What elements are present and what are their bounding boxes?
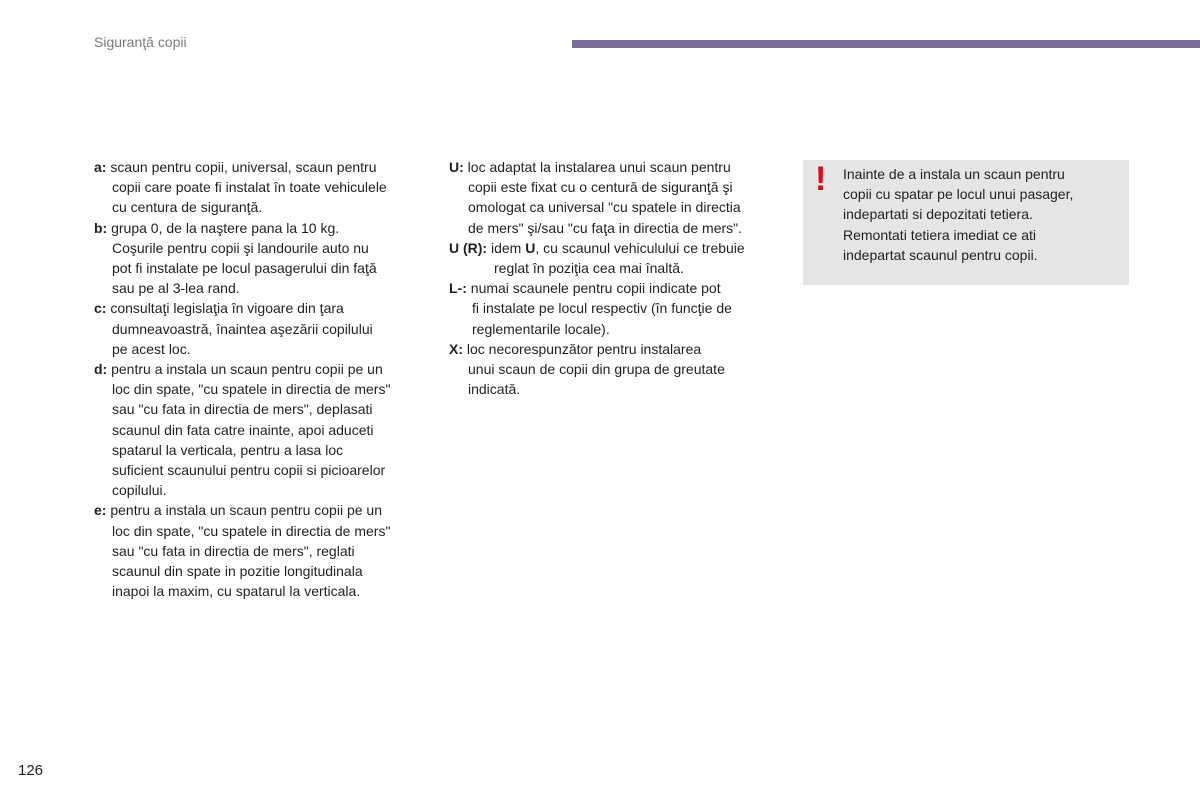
definition-continuation: inapoi la maxim, cu spatarul la verticala. [112,583,361,600]
definition-item [449,238,789,278]
middle-column [449,157,789,399]
definition-first-line [94,359,429,379]
definition-item [449,339,789,400]
definition-first-line [449,339,789,359]
definition-continuation: copii care poate fi instalat în toate vehiculele [112,179,387,196]
definition-key: a: [94,159,107,175]
callout-line: indepartati si depozitati tetiera. [843,206,1033,223]
definition-first-line [94,298,429,318]
definition-key: X: [449,340,463,357]
definition-continuation: copilului. [112,482,167,499]
definition-key: U: [449,159,464,175]
exclamation-icon: ! [815,160,827,198]
definition-text: numai scaunele pentru copii indicate pot [466,280,721,297]
definition-continuation: de mers" şi/sau "cu faţa in directia de mers". [468,219,743,236]
definition-continuation: cu centura de siguranţă. [112,199,263,216]
definition-continuation: dumneavoastră, înaintea aşezării copilului [112,320,373,337]
definition-item [449,278,789,339]
definition-text: loc adaptat la instalarea unui scaun pentru [463,159,731,175]
definition-key: U (R): [449,239,488,256]
definition-continuation: scaunul din spate in pozitie longitudinala [112,563,363,580]
callout-line: Inainte de a instala un scaun pentru [843,166,1065,182]
page-number: 126 [18,762,44,779]
callout-line: Remontati tetiera imediat ce ati [843,226,1036,243]
definition-continuation: omologat ca universal "cu spatele in directia [468,199,741,216]
definition-key: c: [94,300,107,317]
definition-text: loc necorespunzător pentru instalarea [463,340,702,357]
definition-continuation: reglementarile locale). [472,320,610,337]
definition-item [94,218,429,299]
definition-first-line [94,218,429,238]
left-column [94,157,429,601]
definition-continuation: spatarul la verticala, pentru a lasa loc [112,441,344,458]
definition-first-line [94,157,429,177]
definition-continuation: loc din spate, "cu spatele in directia de mers" [112,522,391,539]
header-accent-bar [572,40,1200,48]
definition-key: e: [94,502,107,519]
definition-key: L-: [449,280,467,297]
definition-item [94,157,429,218]
definition-item [94,500,429,601]
definition-continuation: reglat în poziţia cea mai înaltă. [494,260,684,277]
definition-item [449,157,789,238]
definition-continuation: Coşurile pentru copii şi landourile auto nu [112,239,369,256]
definition-key: b: [94,219,108,236]
definition-continuation: sau "cu fata in directia de mers", reglati [112,542,355,559]
definition-text: idem [487,239,526,256]
definition-key: d: [94,361,108,378]
definition-item [94,298,429,359]
definition-continuation: suficient scaunului pentru copii si picioarelor [112,462,386,479]
definition-continuation: sau pe al 3-lea rand. [112,280,240,297]
definition-first-line [449,238,789,258]
definition-continuation: indicată. [468,381,521,398]
definition-text: scaun pentru copii, universal, scaun pentru [106,159,377,175]
definition-continuation: fi instalate pe locul respectiv (în funcţie de [472,300,732,317]
definition-continuation: scaunul din fata catre inainte, apoi aduceti [112,421,374,438]
callout-line: indepartat scaunul pentru copii. [843,246,1038,263]
definition-continuation: sau "cu fata in directia de mers", deplasati [112,401,373,418]
definition-continuation: copii este fixat cu o centură de siguranţă şi [468,179,733,196]
definition-text: pentru a instala un scaun pentru copii pe un [107,361,383,378]
definition-continuation: loc din spate, "cu spatele in directia de mers" [112,381,391,398]
definition-item [94,359,429,500]
definition-text: pentru a instala un scaun pentru copii pe un [106,502,382,519]
definition-first-line [449,157,789,177]
definition-key-ref: U [525,239,536,256]
warning-callout-text [843,164,1118,265]
header-title: Siguranţă copii [94,34,187,50]
definition-first-line [449,278,789,298]
definition-text: , cu scaunul vehiculului ce trebuie [535,239,745,256]
definition-continuation: pot fi instalate pe locul pasagerului din faţă [112,260,377,277]
callout-line: copii cu spatar pe locul unui pasager, [843,186,1074,203]
definition-text: consultaţi legislaţia în vigoare din ţara [106,300,344,317]
definition-continuation: pe acest loc. [112,340,191,357]
definition-first-line [94,500,429,520]
definition-text: grupa 0, de la naştere pana la 10 kg. [107,219,340,236]
definition-continuation: unui scaun de copii din grupa de greutate [468,361,725,378]
